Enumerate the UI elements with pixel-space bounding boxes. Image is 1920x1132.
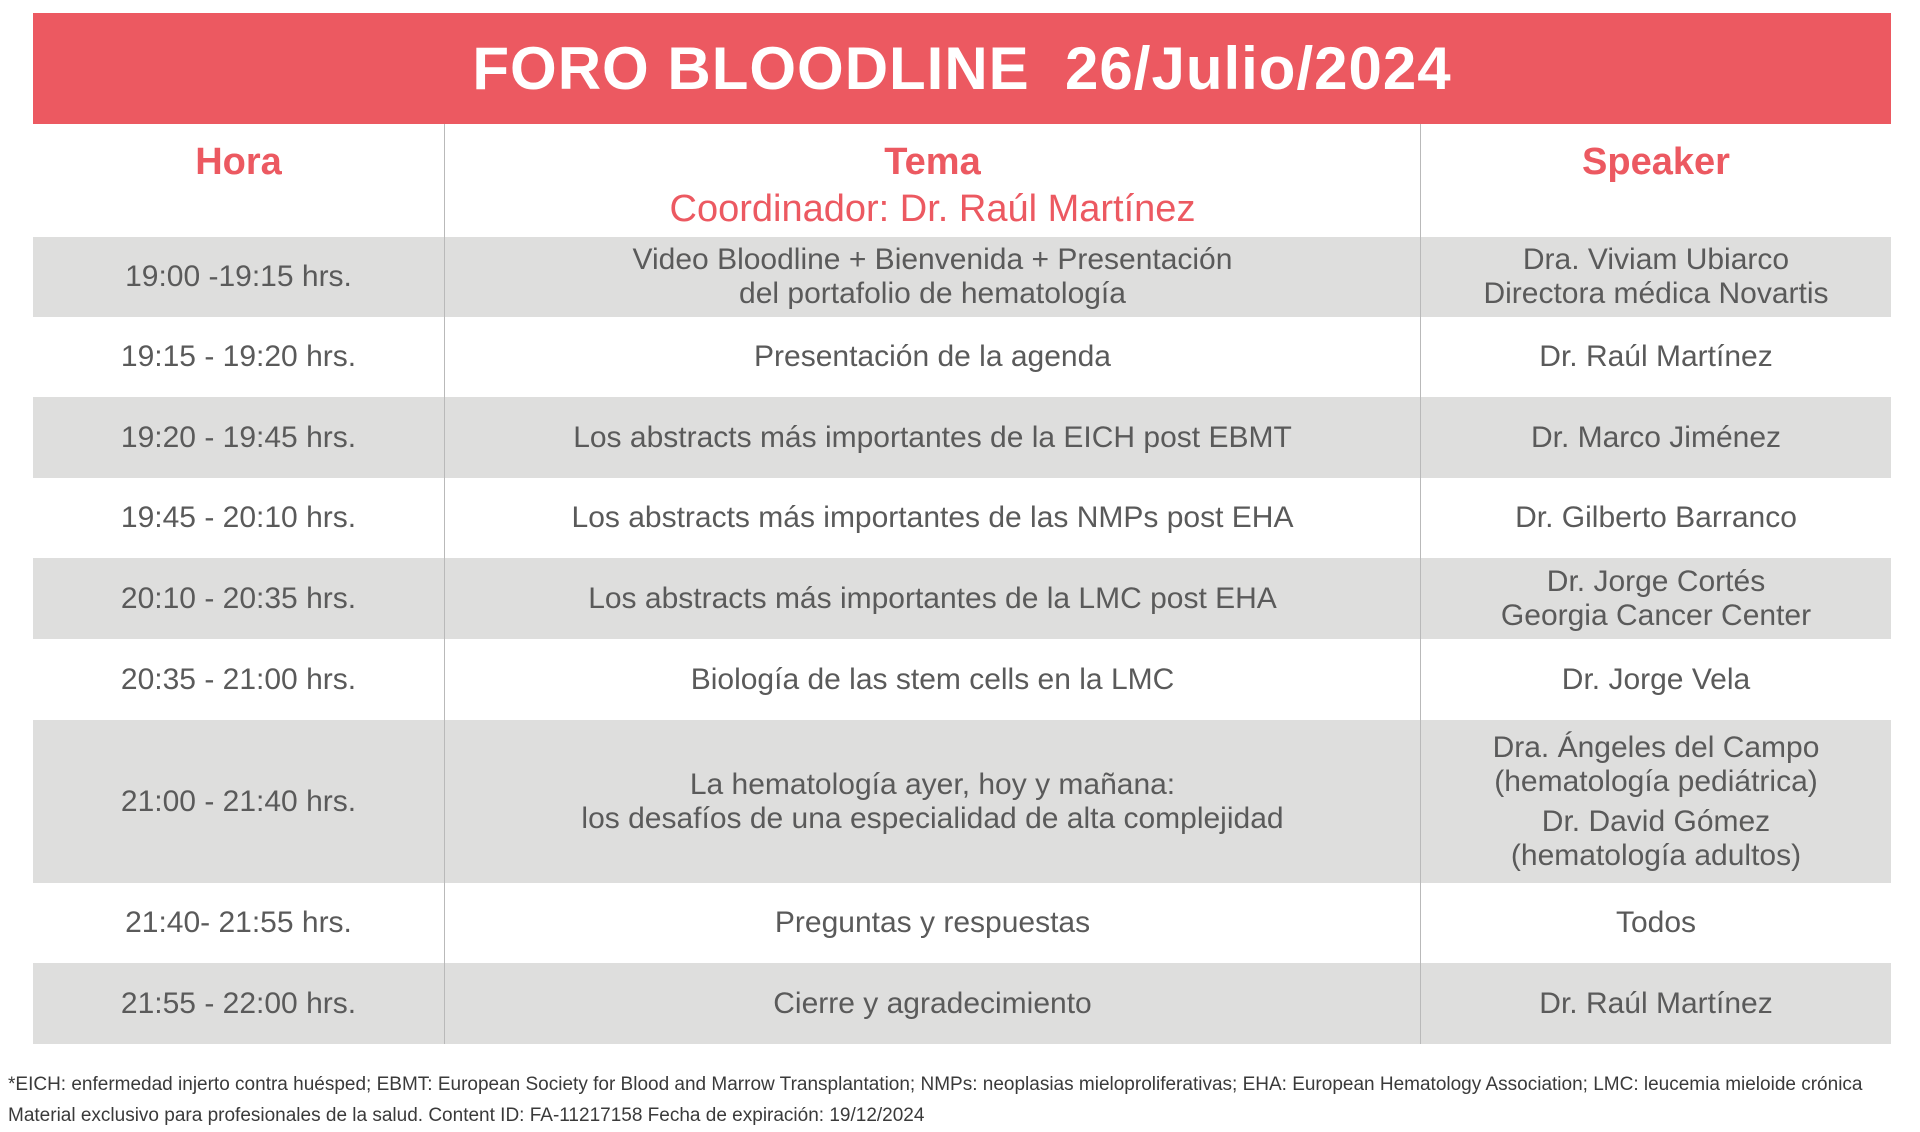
- abbreviations-footnote: *EICH: enfermedad injerto contra huésped; EBMT: European Society for Blood and Marrow Transplantation; NMPs: neoplasias mieloproliferativas; EHA: European Hematology Association; LMC: leucemia mieloide crónica: [8, 1074, 1863, 1095]
- topic-cell: [444, 720, 1420, 883]
- event-title-banner: [33, 13, 1891, 124]
- topic-line: Los abstracts más importantes de las NMPs post EHA: [571, 501, 1294, 534]
- speaker-cell: [1420, 558, 1891, 639]
- speaker-name: Dr. Raúl Martínez: [1539, 340, 1773, 373]
- agenda-row: [33, 317, 1891, 397]
- topic-line: Los abstracts más importantes de la EICH post EBMT: [573, 420, 1292, 454]
- speaker-entry: [1539, 340, 1772, 374]
- speaker-cell: [1420, 237, 1891, 317]
- time-text: 21:00 - 21:40 hrs.: [120, 784, 357, 818]
- topic-cell: [444, 317, 1420, 397]
- agenda-row: [33, 237, 1891, 317]
- agenda-row: [33, 883, 1891, 963]
- time-cell: [33, 237, 444, 317]
- time-text: 20:10 - 20:35 hrs.: [120, 581, 357, 615]
- agenda-row: [33, 558, 1891, 639]
- time-text: 21:40- 21:55 hrs.: [125, 906, 352, 939]
- speaker-cell: [1420, 478, 1891, 558]
- time-cell: [33, 317, 444, 397]
- speaker-cell: [1420, 317, 1891, 397]
- speaker-name: Dr. Raúl Martínez: [1539, 986, 1773, 1020]
- agenda-header-row: [33, 124, 1891, 237]
- agenda-row: [33, 963, 1891, 1044]
- header-hora: [33, 124, 444, 237]
- speaker-affiliation: (hematología adultos): [1510, 838, 1802, 872]
- topic-line: Preguntas y respuestas: [774, 906, 1091, 939]
- speaker-name: Dr. David Gómez: [1541, 804, 1771, 838]
- speaker-cell: [1420, 720, 1891, 883]
- header-coordinator: Coordinador: Dr. Raúl Martínez: [669, 188, 1196, 230]
- speaker-entry: [1531, 421, 1781, 455]
- speaker-cell: [1420, 397, 1891, 478]
- time-text: 20:35 - 21:00 hrs.: [120, 662, 357, 696]
- header-hora-label: Hora: [195, 141, 282, 183]
- header-tema-label: Tema: [884, 141, 981, 183]
- agenda-rows: [33, 237, 1891, 1044]
- speaker-entry: [1515, 501, 1797, 535]
- time-cell: [33, 883, 444, 963]
- speaker-entry: [1562, 663, 1750, 697]
- speaker-entry: [1539, 987, 1772, 1021]
- topic-line: Presentación de la agenda: [754, 340, 1111, 373]
- event-title: FORO BLOODLINE 26/Julio/2024: [472, 35, 1452, 102]
- header-tema: [444, 124, 1420, 237]
- header-speaker-label: Speaker: [1582, 141, 1730, 183]
- time-cell: [33, 397, 444, 478]
- speaker-cell: [1420, 639, 1891, 720]
- topic-line: los desafíos de una especialidad de alta complejidad: [581, 801, 1284, 835]
- time-text: 19:15 - 19:20 hrs.: [120, 340, 357, 373]
- speaker-name: Dr. Gilberto Barranco: [1515, 501, 1797, 534]
- speaker-entry: [1616, 906, 1696, 940]
- speaker-cell: [1420, 883, 1891, 963]
- agenda-row: [33, 478, 1891, 558]
- agenda-row: [33, 720, 1891, 883]
- speaker-name: Dr. Jorge Cortés: [1546, 564, 1766, 598]
- time-text: 19:00 -19:15 hrs.: [125, 260, 352, 293]
- time-text: 19:20 - 19:45 hrs.: [120, 420, 357, 454]
- speaker-entry: [1511, 805, 1801, 873]
- header-speaker: [1420, 124, 1891, 237]
- speaker-name: Dr. Jorge Vela: [1561, 662, 1751, 696]
- time-cell: [33, 639, 444, 720]
- topic-cell: [444, 237, 1420, 317]
- speaker-affiliation: Georgia Cancer Center: [1500, 598, 1812, 632]
- speaker-entry: [1493, 731, 1820, 799]
- topic-cell: [444, 478, 1420, 558]
- speaker-cell: [1420, 963, 1891, 1044]
- speaker-affiliation: Directora médica Novartis: [1483, 277, 1829, 310]
- agenda-table: [33, 124, 1891, 1044]
- topic-cell: [444, 963, 1420, 1044]
- topic-line: Los abstracts más importantes de la LMC post EHA: [588, 581, 1277, 615]
- time-cell: [33, 963, 444, 1044]
- time-cell: [33, 558, 444, 639]
- legal-disclaimer: Material exclusivo para profesionales de la salud. Content ID: FA-11217158 Fecha de expiración: 19/12/2024: [8, 1105, 925, 1126]
- topic-cell: [444, 883, 1420, 963]
- speaker-affiliation: (hematología pediátrica): [1494, 764, 1818, 798]
- agenda-row: [33, 397, 1891, 478]
- topic-cell: [444, 397, 1420, 478]
- topic-line: del portafolio de hematología: [739, 277, 1126, 310]
- speaker-name: Dr. Marco Jiménez: [1530, 420, 1782, 454]
- time-text: 19:45 - 20:10 hrs.: [120, 501, 357, 534]
- time-text: 21:55 - 22:00 hrs.: [120, 986, 357, 1020]
- time-cell: [33, 478, 444, 558]
- agenda-row: [33, 639, 1891, 720]
- topic-line: Biología de las stem cells en la LMC: [690, 662, 1175, 696]
- topic-cell: [444, 558, 1420, 639]
- topic-cell: [444, 639, 1420, 720]
- topic-line: Video Bloodline + Bienvenida + Presentación: [632, 243, 1233, 276]
- speaker-name: Dra. Ángeles del Campo: [1492, 730, 1820, 764]
- speaker-name: Todos: [1615, 906, 1697, 939]
- topic-line: La hematología ayer, hoy y mañana:: [689, 767, 1176, 801]
- topic-line: Cierre y agradecimiento: [773, 986, 1092, 1020]
- speaker-entry: [1501, 565, 1811, 633]
- speaker-entry: [1483, 243, 1828, 311]
- speaker-name: Dra. Viviam Ubiarco: [1522, 243, 1790, 276]
- time-cell: [33, 720, 444, 883]
